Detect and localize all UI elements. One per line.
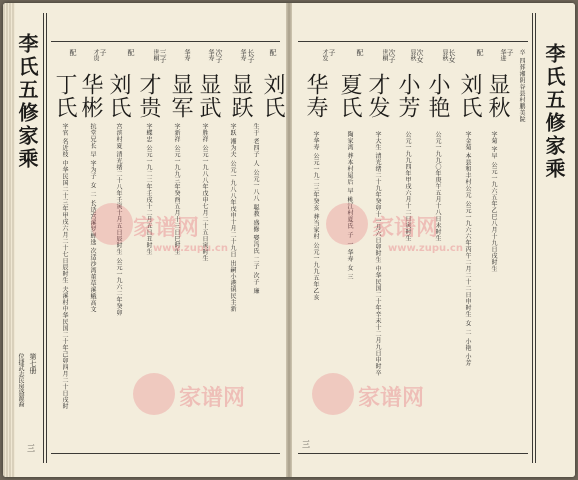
entry-label: 配 [476,49,484,56]
parent-name: 世桐 [152,49,159,61]
entry-label: 配 [127,49,135,56]
page-edges [3,3,15,477]
person-name: 才贵 [136,73,161,119]
column-rule [43,13,44,463]
entry-label: 配 [269,49,277,56]
person-name: 丁氏 [52,73,77,119]
entry-text: 卒 四葬湘阴谷县村鹏美院 [518,49,525,123]
person-name: 夏氏 [337,73,362,119]
watermark-logo [326,203,368,245]
parent-name: 华进 [499,49,506,61]
entry-label: 子 [506,49,514,56]
page-number-right: 三 [302,440,310,449]
page-number-left: 三 [27,444,35,453]
person-name: 刘氏 [260,73,285,119]
parent-name: 华寿 [207,49,214,61]
entry-label: 配 [69,49,77,56]
person-name: 显秋 [485,73,510,119]
person-name: 华彬 [78,73,103,119]
entry-text: 宫滨村夏 清光绪二十八年壬寅十月五日辰时生 公元一九六二年癸卯 [115,123,122,317]
parent-name: 华寿 [239,49,246,61]
watermark-logo [312,373,354,415]
watermark: 家谱网 [372,216,439,241]
person-name: 显武 [196,73,221,119]
entry-text: 生于 老四子 人 公元一八八 聪教 盛修 娶冯氏 二子 次子 廉 [252,123,259,295]
person-name: 显军 [168,73,193,119]
parent-name: 才发 [321,49,328,61]
person-name: 华寿 [303,73,328,119]
watermark-logo [133,373,175,415]
entry-text: 字官 名近枝 中华民国二十三年甲戌六月二十七日辰时生 夫溪村中华民国二十年己卯四月二十日戌时 [61,123,68,410]
entry-label: 长子 [247,49,255,63]
column-rule [532,13,533,463]
entry-text: 字蝶忠 公元一九二二年壬戌十二月五日丑时生 [145,123,152,256]
column-rule [46,13,47,463]
right-page [292,3,575,477]
entry-label: 配 [356,49,364,56]
person-name: 小芳 [395,73,420,119]
entry-text: 抗堂兄长 早 字为子 女 二 长适宫溪罗蝉选 次适沙湾董草溪蛾高文 [89,123,96,313]
book-title-right: 李氏五修家乘 [542,43,566,181]
entry-text: 字新祥 公元一九九三年癸酉五月十三日巳时生 [173,123,180,256]
person-name: 刘氏 [457,73,482,119]
parent-name: 显秋 [441,49,448,61]
watermark-url: www.zupu.cn [153,243,228,254]
branch-label: 位捷武志民房盛源裔 [17,353,24,407]
entry-label: 子 [328,49,336,56]
person-name: 刘氏 [106,73,131,119]
person-name: 才发 [365,73,390,119]
entry-text: 字菊 字早 公元一九六五年乙巳八月十九日戌时生 [490,131,497,273]
entry-label: 子 [99,49,107,56]
watermark: 家谱网 [358,386,425,411]
entry-label: 次子 [215,49,223,63]
entry-label: 三子 [159,49,167,63]
book-title-left: 李氏五修家乘 [15,33,39,171]
parent-name: 才贵 [92,49,99,61]
entry-text: 字跃 湘为夫 公元一九八八年戊申十月二十九日 出嗣小港镇民主新 [229,123,236,313]
entry-text: 字华寿 公元一九二三年癸亥 葬当家村 公元一九九五年乙亥 [312,131,319,301]
person-name: 小艳 [425,73,450,119]
volume-label: 第七册 [29,353,37,374]
parent-name: 世桐 [381,49,388,61]
footer-rule [298,453,528,454]
parent-name: 显秋 [409,49,416,61]
entry-text: 公元一九九四年甲戌六月十二日寅时生 [404,131,411,242]
entry-label: 次女 [416,49,424,63]
book-spread [3,3,575,477]
entry-label: 长女 [448,49,456,63]
parent-name: 华寿 [183,49,190,61]
person-name: 显跃 [228,73,253,119]
entry-label: 次子 [388,49,396,63]
entry-text: 公元一九九〇年庚午五月十八日未时生 [434,131,441,242]
watermark: 家谱网 [179,386,246,411]
header-rule [298,41,528,42]
watermark: 家谱网 [133,216,200,241]
entry-text: 字金菊 本县和丰村公元 公元一九六六年丙午二月二十二日申时生 女 二 小艳 小芳 [464,131,471,367]
footer-rule [51,453,280,454]
entry-text: 字胜祥 公元一九八八年戊申七月二十五日寅时生 [201,123,208,262]
entry-text: 陶家湾 葬本村屋后 早 桃江村夏氏 子 一 华寿 女 三 [346,131,353,281]
entry-text: 字大生 清光绪二十九年癸卯十一月六日卯时生 中华民国二十年辛未十二月九日申时卒 [374,131,381,377]
header-rule [51,41,280,42]
watermark-logo [91,203,133,245]
column-rule [535,13,536,463]
watermark-url: www.zupu.cn [388,243,463,254]
left-page [3,3,286,477]
